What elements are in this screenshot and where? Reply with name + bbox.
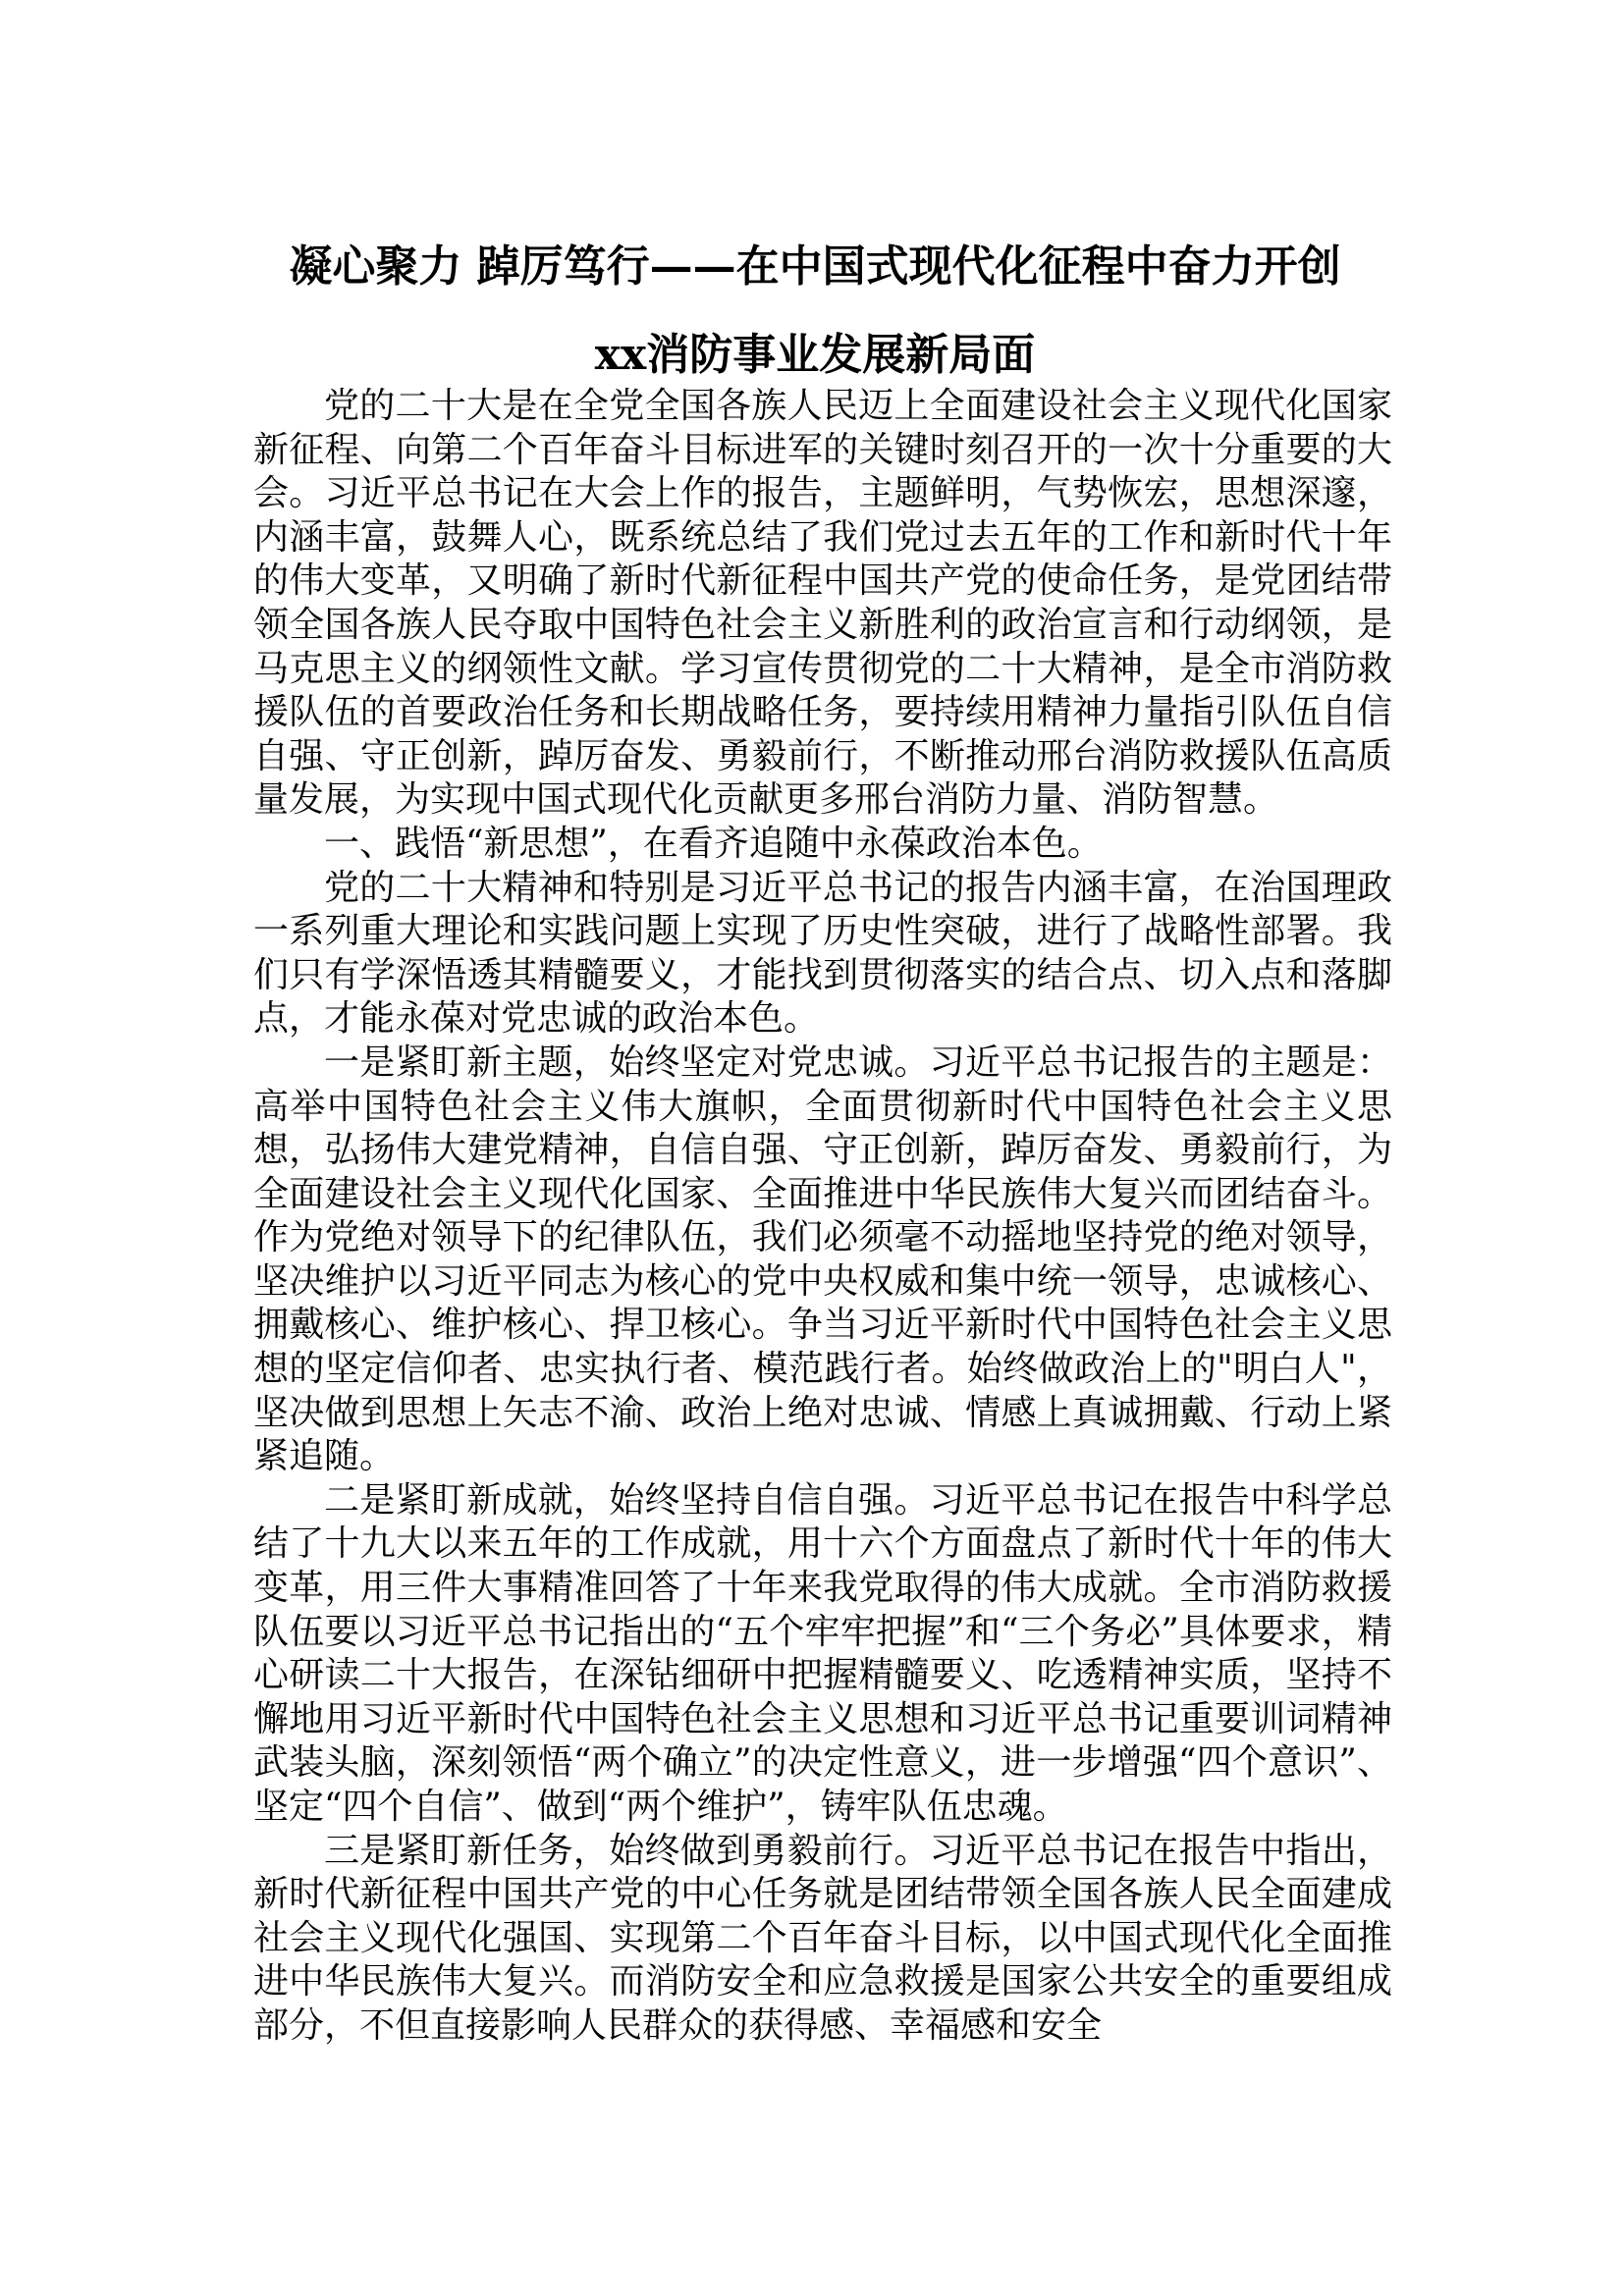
title-line-1: 凝心聚力 踔厉笃行——在中国式现代化征程中奋力开创	[289, 241, 1341, 292]
paragraph-intro: 党的二十大是在全党全国各族人民迈上全面建设社会主义现代化国家新征程、向第二个百年奋斗目标进军的关键时刻召开的一次十分重要的大会。习近平总书记在大会上作的报告，主题鲜明，气势恢宏，思想深邃，内涵丰富，鼓舞人心，既系统总结了我们党过去五年的工作和新时代十年的伟大变革，又明确了新时代新征程中国共产党的使命任务，是党团结带领全国各族人民夺取中国特色社会主义新胜利的政治宣言和行动纲领，是马克思主义的纲领性文献。学习宣传贯彻党的二十大精神，是全市消防救援队伍的首要政治任务和长期战略任务，要持续用精神力量指引队伍自信自强、守正创新，踔厉奋发、勇毅前行，不断推动邢台消防救援队伍高质量发展，为实现中国式现代化贡献更多邢台消防力量、消防智慧。	[253, 386, 1392, 821]
paragraph-section-1-intro: 党的二十大精神和特别是习近平总书记的报告内涵丰富，在治国理政一系列重大理论和实践问题上实现了历史性突破，进行了战略性部署。我们只有学深悟透其精髓要义，才能找到贯彻落实的结合点、切入点和落脚点，才能永葆对党忠诚的政治本色。	[253, 867, 1392, 1040]
document-body	[253, 385, 1392, 2049]
paragraph-point-3: 三是紧盯新任务，始终做到勇毅前行。习近平总书记在报告中指出，新时代新征程中国共产党的中心任务就是团结带领全国各族人民全面建成社会主义现代化强国、实现第二个百年奋斗目标，以中国式现代化全面推进中华民族伟大复兴。而消防安全和应急救援是国家公共安全的重要组成部分，不但直接影响人民群众的获得感、幸福感和安全	[253, 1830, 1392, 2046]
section-heading-1: 一、践悟“新思想”，在看齐追随中永葆政治本色。	[324, 823, 1103, 864]
paragraph-point-2: 二是紧盯新成就，始终坚持自信自强。习近平总书记在报告中科学总结了十九大以来五年的工作成就，用十六个方面盘点了新时代十年的伟大变革，用三件大事精准回答了十年来我党取得的伟大成就。全市消防救援队伍要以习近平总书记指出的“五个牢牢把握”和“三个务必”具体要求，精心研读二十大报告，在深钻细研中把握精髓要义、吃透精神实质，坚持不懈地用习近平新时代中国特色社会主义思想和习近平总书记重要训词精神武装头脑，深刻领悟“两个确立”的决定性意义，进一步增强“四个意识”、坚定“四个自信”、做到“两个维护”，铸牢队伍忠魂。	[253, 1479, 1392, 1827]
title-line-2: xx消防事业发展新局面	[594, 330, 1036, 380]
paragraph-point-1: 一是紧盯新主题，始终坚定对党忠诚。习近平总书记报告的主题是：高举中国特色社会主义伟大旗帜，全面贯彻新时代中国特色社会主义思想，弘扬伟大建党精神，自信自强、守正创新，踔厉奋发、勇毅前行，为全面建设社会主义现代化国家、全面推进中华民族伟大复兴而团结奋斗。作为党绝对领导下的纪律队伍，我们必须毫不动摇地坚持党的绝对领导，坚决维护以习近平同志为核心的党中央权威和集中统一领导，忠诚核心、拥戴核心、维护核心、捍卫核心。争当习近平新时代中国特色社会主义思想的坚定信仰者、忠实执行者、模范践行者。始终做政治上的"明白人"，坚决做到思想上矢志不渝、政治上绝对忠诚、情感上真诚拥戴、行动上紧紧追随。	[253, 1041, 1392, 1477]
document-title	[245, 224, 1384, 399]
